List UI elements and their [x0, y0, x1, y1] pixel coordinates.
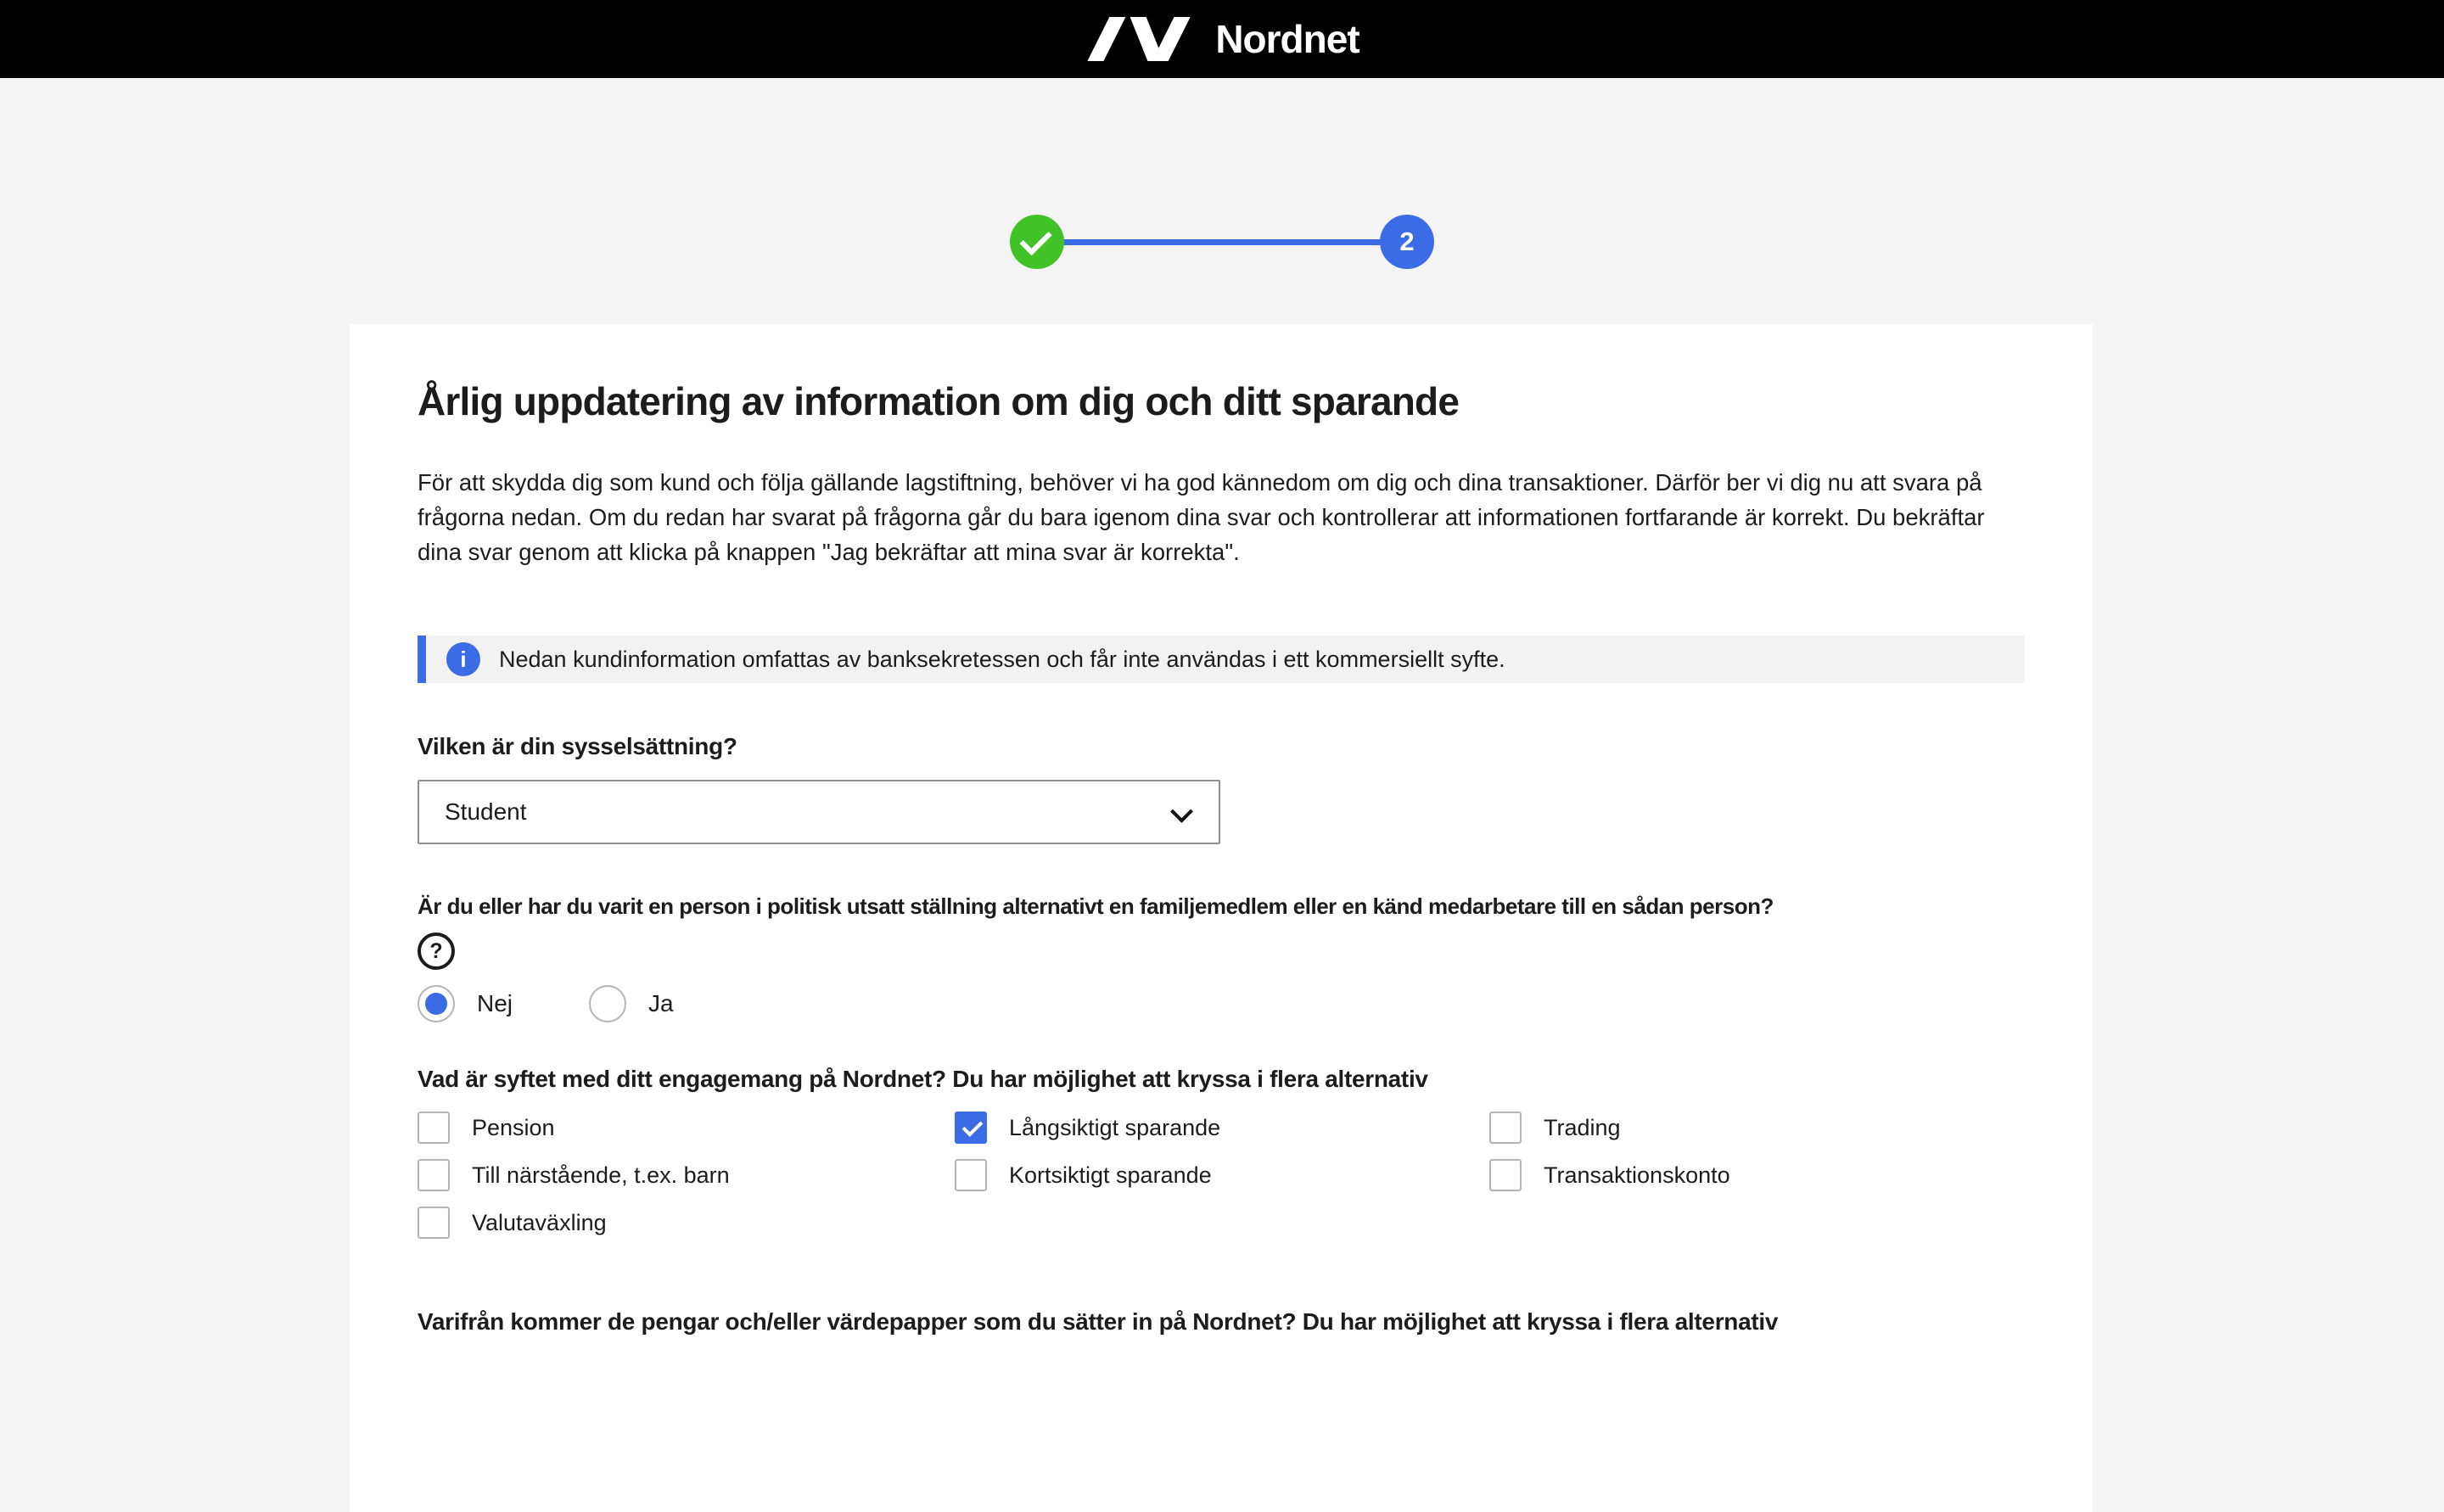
info-banner-text: Nedan kundinformation omfattas av banksekretessen och får inte användas i ett kommersiellt syfte. — [499, 646, 1505, 672]
checkbox-trading — [1489, 1112, 1522, 1144]
help-icon[interactable]: ? — [418, 932, 455, 970]
question-occupation: Vilken är din sysselsättning? — [418, 733, 737, 759]
radio-option-nej[interactable] — [418, 985, 513, 1022]
checkbox-pension — [418, 1112, 450, 1144]
form-card — [350, 324, 2093, 1512]
checkbox-kortsiktigt-sparande — [955, 1159, 987, 1191]
checkbox-option-valutavaxling[interactable] — [418, 1206, 955, 1240]
question-purpose: Vad är syftet med ditt engagemang på Nordnet? Du har möjlighet att kryssa i flera alternativ — [418, 1066, 1428, 1092]
occupation-select[interactable] — [418, 780, 1220, 844]
check-icon — [1019, 223, 1051, 255]
progress-stepper — [1010, 215, 1434, 269]
checkbox-option-kortsiktigt-sparande[interactable] — [955, 1158, 1489, 1192]
radio-circle-nej — [418, 985, 455, 1022]
checkbox-label-transaktionskonto: Transaktionskonto — [1544, 1162, 1730, 1188]
checkbox-label-valutavaxling: Valutaväxling — [472, 1209, 607, 1235]
question-source-of-funds: Varifrån kommer de pengar och/eller värdepapper som du sätter in på Nordnet? Du har möjlighet att kryssa i flera alternativ — [418, 1308, 1779, 1335]
checkbox-label-kortsiktigt-sparande: Kortsiktigt sparande — [1009, 1162, 1212, 1188]
checkbox-option-transaktionskonto[interactable] — [1489, 1158, 2025, 1192]
top-bar — [0, 0, 2444, 78]
checkbox-option-trading[interactable] — [1489, 1111, 2025, 1145]
occupation-selected-value: Student — [445, 798, 527, 825]
step-2-current[interactable] — [1380, 215, 1434, 269]
info-banner — [418, 636, 2025, 683]
checkbox-label-trading: Trading — [1544, 1114, 1621, 1140]
checkbox-label-langsiktigt-sparande: Långsiktigt sparande — [1009, 1114, 1221, 1140]
checkbox-till-narstaende — [418, 1159, 450, 1191]
checkbox-label-till-narstaende: Till närstående, t.ex. barn — [472, 1162, 730, 1188]
radio-option-ja[interactable] — [589, 985, 674, 1022]
checkbox-option-langsiktigt-sparande[interactable] — [955, 1111, 1489, 1145]
purpose-checkbox-group — [418, 1111, 2025, 1240]
radio-circle-ja — [589, 985, 626, 1022]
checkbox-langsiktigt-sparande — [955, 1112, 987, 1144]
step-1-completed[interactable] — [1010, 215, 1064, 269]
question-pep: Är du eller har du varit en person i politisk utsatt ställning alternativt en familjemedlem eller en känd medarbetare till en sådan person? — [418, 893, 1774, 919]
chevron-down-icon — [1170, 800, 1193, 823]
radio-label-ja: Ja — [648, 990, 674, 1016]
step-2-number: 2 — [1399, 227, 1415, 256]
checkbox-option-till-narstaende[interactable] — [418, 1158, 955, 1192]
pep-radio-group — [418, 985, 2025, 1022]
page-title: Årlig uppdatering av information om dig och ditt sparande — [418, 379, 1460, 423]
stepper-connector-line — [1035, 239, 1409, 245]
info-icon: i — [446, 642, 480, 676]
checkbox-label-pension: Pension — [472, 1114, 555, 1140]
checkbox-valutavaxling — [418, 1207, 450, 1239]
nordnet-logo-icon — [1085, 17, 1193, 61]
nordnet-logo-text: Nordnet — [1215, 17, 1359, 61]
radio-label-nej: Nej — [477, 990, 513, 1016]
checkbox-option-pension[interactable] — [418, 1111, 955, 1145]
intro-paragraph: För att skydda dig som kund och följa gällande lagstiftning, behöver vi ha god kännedom om dig och dina transaktioner. Därför ber vi dig nu att svara på frågorna nedan. Om du redan har svarat på frågorna går du bara igenom dina svar och kontrollerar att informationen fortfarande är korrekt. Du bekräftar dina svar genom att klicka på knappen "Jag bekräftar att mina svar är korrekta". — [418, 469, 1985, 565]
checkbox-transaktionskonto — [1489, 1159, 1522, 1191]
